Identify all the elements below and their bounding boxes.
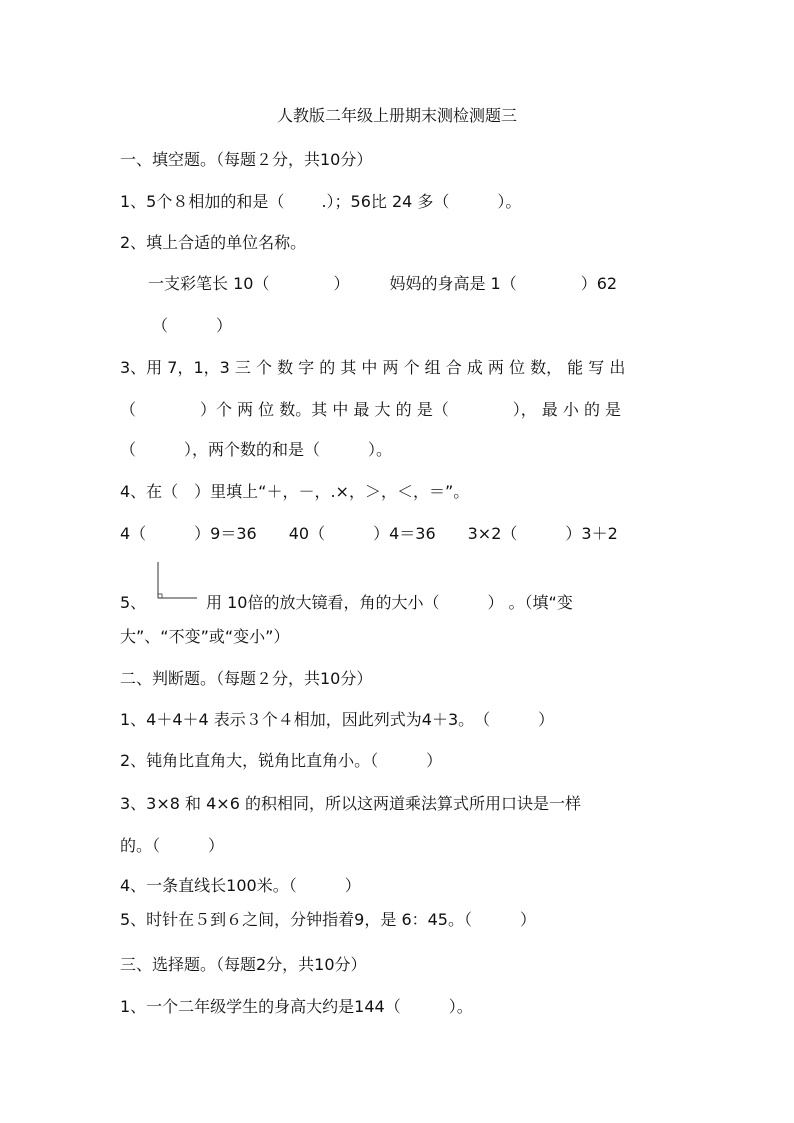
- section-header-true-false: 二、判断题。（每题２分，共10分）: [120, 669, 373, 688]
- section-header-fill-in: 一、填空题。（每题２分，共10分）: [120, 150, 373, 169]
- question-1-3-line-c: （ ），两个数的和是（ ）。: [120, 440, 393, 459]
- section-header-multiple-choice: 三、选择题。（每题2分，共10分）: [120, 955, 367, 974]
- question-2-1: 1、4＋4＋4 表示３个４相加，因此列式为4＋3。 （ ）: [120, 710, 555, 729]
- question-1-5-line-b: 大”、“不变”或“变小”）: [120, 627, 290, 646]
- question-2-2: 2、钝角比直角大，锐角比直角小。（ ）: [120, 751, 443, 770]
- question-1-2-part-b: （ ）: [152, 316, 233, 335]
- question-1-1: 1、5个８相加的和是（ .）；56比 24 多（ ）。: [120, 192, 522, 211]
- question-3-1: 1、一个二年级学生的身高大约是144（ ）。: [120, 997, 473, 1016]
- question-1-4: 4、在（ ）里填上“＋，－，.×，＞，＜，＝”。: [120, 482, 470, 501]
- question-1-3-line-a: 3、用 7，1，3 三 个 数 字 的 其 中 两 个 组 合 成 两 位 数， 能 写 出: [120, 358, 626, 377]
- question-2-3-line-b: 的。（ ）: [120, 836, 225, 855]
- page-title: 人教版二年级上册期末测检测题三: [276, 106, 517, 125]
- question-1-5-number: 5、: [120, 593, 147, 612]
- question-1-3-line-b: （ ）个 两 位 数。其 中 最 大 的 是（ ）， 最 小 的 是: [120, 400, 622, 419]
- question-1-5-line-a: 用 10倍的放大镜看，角的大小（ ） 。（填“变: [206, 593, 573, 612]
- right-angle-figure: [157, 562, 197, 600]
- question-2-3-line-a: 3、3×8 和 4×6 的积相同，所以这两道乘法算式所用口诀是一样: [120, 794, 581, 813]
- question-1-2: 2、填上合适的单位名称。: [120, 233, 307, 252]
- question-1-2-part-a: 一支彩笔长 10（ ） 妈妈的身高是 1（ ）62: [148, 274, 618, 293]
- question-2-4: 4、一条直线长100米。（ ）: [120, 876, 361, 895]
- question-2-5: 5、时针在５到６之间，分钟指着9，是 6：45。（ ）: [120, 910, 536, 929]
- question-1-4-expressions: 4（ ）9＝36 40（ ）4＝36 3×2（ ）3＋2: [120, 524, 618, 543]
